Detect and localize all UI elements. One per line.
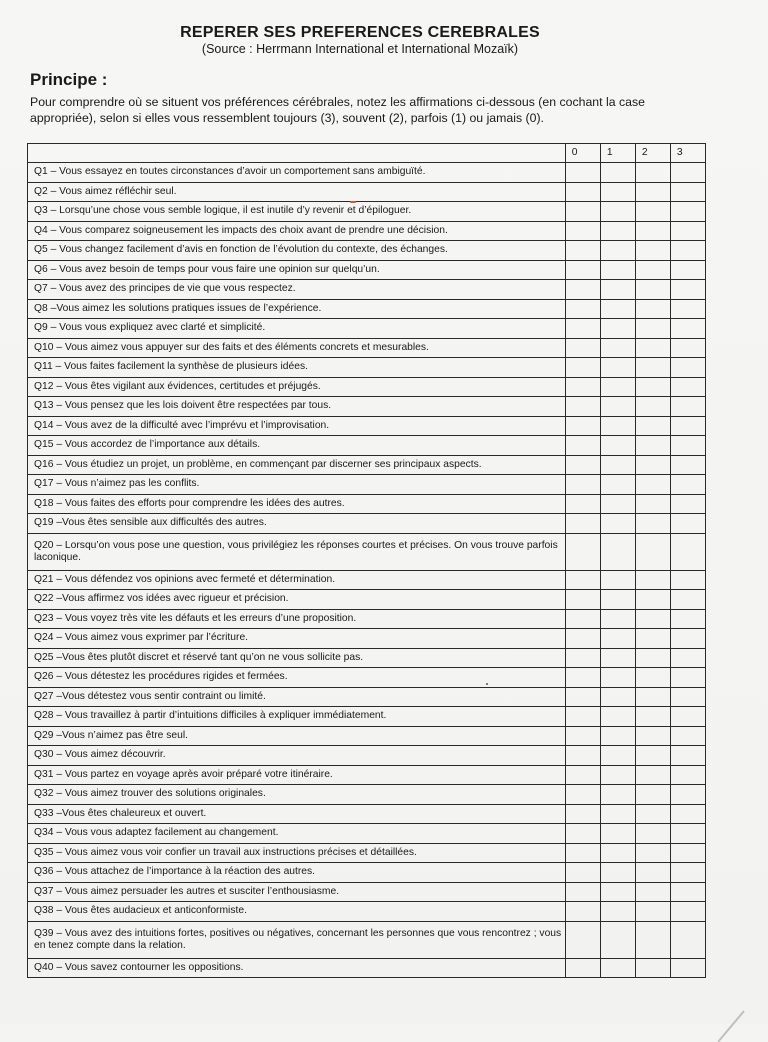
question-text: Q40 – Vous savez contourner les oppositions. <box>28 958 566 978</box>
score-checkbox-cell-0[interactable] <box>565 824 600 844</box>
question-text: Q16 – Vous étudiez un projet, un problème, en commençant par discerner ses principaux aspects. <box>28 455 566 475</box>
question-text: Q24 – Vous aimez vous exprimer par l’écriture. <box>28 629 566 649</box>
score-checkbox-cell-1[interactable] <box>600 824 635 844</box>
score-checkbox-cell-2[interactable] <box>635 824 670 844</box>
score-checkbox-cell-3[interactable] <box>670 163 705 183</box>
score-checkbox-cell-3[interactable] <box>670 668 705 688</box>
pen-mark <box>350 201 356 203</box>
score-checkbox-cell-1[interactable] <box>600 377 635 397</box>
score-checkbox-cell-2[interactable] <box>635 726 670 746</box>
score-checkbox-cell-0[interactable] <box>565 882 600 902</box>
score-checkbox-cell-2[interactable] <box>635 397 670 417</box>
table-row <box>28 863 706 883</box>
table-row <box>28 280 706 300</box>
question-text: Q6 – Vous avez besoin de temps pour vous faire une opinion sur quelqu’un. <box>28 260 566 280</box>
score-checkbox-cell-2[interactable] <box>635 377 670 397</box>
score-checkbox-cell-1[interactable] <box>600 182 635 202</box>
score-checkbox-cell-3[interactable] <box>670 882 705 902</box>
score-checkbox-cell-3[interactable] <box>670 475 705 495</box>
table-row <box>28 804 706 824</box>
table-header-row <box>28 144 706 163</box>
score-checkbox-cell-3[interactable] <box>670 221 705 241</box>
score-checkbox-cell-2[interactable] <box>635 299 670 319</box>
score-checkbox-cell-2[interactable] <box>635 475 670 495</box>
score-checkbox-cell-1[interactable] <box>600 260 635 280</box>
score-checkbox-cell-1[interactable] <box>600 397 635 417</box>
intro-paragraph: Pour comprendre où se situent vos préférences cérébrales, notez les affirmations ci-dessous (en cochant la case appropriée), selon si elles vous ressemblent toujours (3), souvent (2), parfois (1) ou jamais (0). <box>30 95 645 125</box>
score-checkbox-cell-3[interactable] <box>670 863 705 883</box>
score-checkbox-cell-3[interactable] <box>670 358 705 378</box>
table-row <box>28 882 706 902</box>
question-text: Q22 –Vous affirmez vos idées avec rigueur et précision. <box>28 590 566 610</box>
table-row <box>28 746 706 766</box>
score-checkbox-cell-0[interactable] <box>565 570 600 590</box>
score-checkbox-cell-2[interactable] <box>635 882 670 902</box>
table-row <box>28 921 706 958</box>
score-checkbox-cell-0[interactable] <box>565 182 600 202</box>
questions-body <box>28 163 706 978</box>
principe-heading: Principe : <box>30 70 108 89</box>
score-checkbox-cell-0[interactable] <box>565 163 600 183</box>
score-checkbox-cell-0[interactable] <box>565 299 600 319</box>
question-text: Q15 – Vous accordez de l’importance aux détails. <box>28 436 566 456</box>
score-checkbox-cell-2[interactable] <box>635 202 670 222</box>
score-checkbox-cell-1[interactable] <box>600 494 635 514</box>
score-checkbox-cell-0[interactable] <box>565 358 600 378</box>
score-checkbox-cell-1[interactable] <box>600 455 635 475</box>
score-checkbox-cell-1[interactable] <box>600 416 635 436</box>
table-row <box>28 455 706 475</box>
score-checkbox-cell-3[interactable] <box>670 377 705 397</box>
score-checkbox-cell-3[interactable] <box>670 726 705 746</box>
table-row <box>28 533 706 570</box>
header-empty-cell <box>28 144 566 163</box>
score-checkbox-cell-0[interactable] <box>565 260 600 280</box>
table-row <box>28 570 706 590</box>
table-row <box>28 707 706 727</box>
score-checkbox-cell-2[interactable] <box>635 804 670 824</box>
score-checkbox-cell-1[interactable] <box>600 707 635 727</box>
score-checkbox-cell-1[interactable] <box>600 202 635 222</box>
score-checkbox-cell-0[interactable] <box>565 765 600 785</box>
table-row <box>28 319 706 339</box>
score-checkbox-cell-1[interactable] <box>600 609 635 629</box>
score-checkbox-cell-0[interactable] <box>565 921 600 958</box>
score-checkbox-cell-2[interactable] <box>635 609 670 629</box>
question-text: Q14 – Vous avez de la difficulté avec l’imprévu et l’improvisation. <box>28 416 566 436</box>
score-checkbox-cell-2[interactable] <box>635 221 670 241</box>
score-checkbox-cell-1[interactable] <box>600 358 635 378</box>
question-text: Q21 – Vous défendez vos opinions avec fermeté et détermination. <box>28 570 566 590</box>
score-checkbox-cell-1[interactable] <box>600 648 635 668</box>
score-checkbox-cell-2[interactable] <box>635 241 670 261</box>
score-checkbox-cell-1[interactable] <box>600 319 635 339</box>
score-checkbox-cell-1[interactable] <box>600 280 635 300</box>
score-checkbox-cell-0[interactable] <box>565 609 600 629</box>
score-checkbox-cell-2[interactable] <box>635 958 670 978</box>
score-checkbox-cell-3[interactable] <box>670 260 705 280</box>
score-checkbox-cell-3[interactable] <box>670 921 705 958</box>
table-row <box>28 338 706 358</box>
score-checkbox-cell-2[interactable] <box>635 765 670 785</box>
table-row <box>28 902 706 922</box>
question-text: Q37 – Vous aimez persuader les autres et susciter l’enthousiasme. <box>28 882 566 902</box>
score-checkbox-cell-0[interactable] <box>565 241 600 261</box>
score-checkbox-cell-3[interactable] <box>670 648 705 668</box>
table-row <box>28 299 706 319</box>
table-row <box>28 648 706 668</box>
table-row <box>28 958 706 978</box>
table-row <box>28 260 706 280</box>
table-row <box>28 765 706 785</box>
score-checkbox-cell-3[interactable] <box>670 746 705 766</box>
question-text: Q34 – Vous vous adaptez facilement au changement. <box>28 824 566 844</box>
table-row <box>28 221 706 241</box>
score-checkbox-cell-2[interactable] <box>635 785 670 805</box>
score-checkbox-cell-3[interactable] <box>670 687 705 707</box>
score-checkbox-cell-1[interactable] <box>600 882 635 902</box>
question-text: Q25 –Vous êtes plutôt discret et réservé tant qu’on ne vous sollicite pas. <box>28 648 566 668</box>
score-checkbox-cell-2[interactable] <box>635 358 670 378</box>
table-row <box>28 202 706 222</box>
score-checkbox-cell-3[interactable] <box>670 436 705 456</box>
score-checkbox-cell-0[interactable] <box>565 668 600 688</box>
table-row <box>28 629 706 649</box>
score-checkbox-cell-3[interactable] <box>670 533 705 570</box>
question-text: Q18 – Vous faites des efforts pour comprendre les idées des autres. <box>28 494 566 514</box>
question-text: Q11 – Vous faites facilement la synthèse de plusieurs idées. <box>28 358 566 378</box>
score-checkbox-cell-1[interactable] <box>600 163 635 183</box>
score-checkbox-cell-0[interactable] <box>565 707 600 727</box>
question-text: Q38 – Vous êtes audacieux et anticonformiste. <box>28 902 566 922</box>
score-checkbox-cell-1[interactable] <box>600 726 635 746</box>
score-checkbox-cell-3[interactable] <box>670 182 705 202</box>
question-text: Q27 –Vous détestez vous sentir contraint ou limité. <box>28 687 566 707</box>
score-checkbox-cell-0[interactable] <box>565 533 600 570</box>
question-text: Q29 –Vous n’aimez pas être seul. <box>28 726 566 746</box>
score-checkbox-cell-1[interactable] <box>600 629 635 649</box>
score-checkbox-cell-1[interactable] <box>600 687 635 707</box>
question-text: Q4 – Vous comparez soigneusement les impacts des choix avant de prendre une décision. <box>28 221 566 241</box>
question-text: Q32 – Vous aimez trouver des solutions originales. <box>28 785 566 805</box>
score-checkbox-cell-3[interactable] <box>670 570 705 590</box>
score-checkbox-cell-3[interactable] <box>670 241 705 261</box>
score-checkbox-cell-2[interactable] <box>635 533 670 570</box>
score-header-3: 3 <box>670 144 705 163</box>
score-checkbox-cell-1[interactable] <box>600 765 635 785</box>
table-row <box>28 609 706 629</box>
score-checkbox-cell-0[interactable] <box>565 280 600 300</box>
table-row <box>28 241 706 261</box>
question-text: Q23 – Vous voyez très vite les défauts et les erreurs d’une proposition. <box>28 609 566 629</box>
score-checkbox-cell-2[interactable] <box>635 455 670 475</box>
score-checkbox-cell-0[interactable] <box>565 416 600 436</box>
score-checkbox-cell-1[interactable] <box>600 533 635 570</box>
score-checkbox-cell-2[interactable] <box>635 687 670 707</box>
score-checkbox-cell-1[interactable] <box>600 902 635 922</box>
score-checkbox-cell-0[interactable] <box>565 726 600 746</box>
table-row <box>28 475 706 495</box>
question-text: Q19 –Vous êtes sensible aux difficultés des autres. <box>28 514 566 534</box>
question-text: Q8 –Vous aimez les solutions pratiques issues de l’expérience. <box>28 299 566 319</box>
table-row <box>28 377 706 397</box>
score-checkbox-cell-0[interactable] <box>565 902 600 922</box>
score-header-2: 2 <box>635 144 670 163</box>
score-checkbox-cell-1[interactable] <box>600 299 635 319</box>
score-checkbox-cell-1[interactable] <box>600 221 635 241</box>
score-checkbox-cell-1[interactable] <box>600 590 635 610</box>
score-checkbox-cell-3[interactable] <box>670 455 705 475</box>
score-checkbox-cell-1[interactable] <box>600 514 635 534</box>
question-text: Q7 – Vous avez des principes de vie que vous respectez. <box>28 280 566 300</box>
score-checkbox-cell-2[interactable] <box>635 902 670 922</box>
question-text: Q5 – Vous changez facilement d’avis en fonction de l’évolution du contexte, des échanges. <box>28 241 566 261</box>
score-checkbox-cell-2[interactable] <box>635 182 670 202</box>
score-checkbox-cell-1[interactable] <box>600 785 635 805</box>
score-checkbox-cell-2[interactable] <box>635 319 670 339</box>
score-checkbox-cell-1[interactable] <box>600 338 635 358</box>
score-checkbox-cell-0[interactable] <box>565 958 600 978</box>
score-checkbox-cell-2[interactable] <box>635 746 670 766</box>
score-checkbox-cell-3[interactable] <box>670 609 705 629</box>
score-checkbox-cell-0[interactable] <box>565 397 600 417</box>
score-checkbox-cell-2[interactable] <box>635 921 670 958</box>
score-checkbox-cell-0[interactable] <box>565 648 600 668</box>
score-checkbox-cell-2[interactable] <box>635 280 670 300</box>
question-text: Q35 – Vous aimez vous voir confier un travail aux instructions précises et détaillées. <box>28 843 566 863</box>
score-checkbox-cell-0[interactable] <box>565 785 600 805</box>
score-checkbox-cell-2[interactable] <box>635 260 670 280</box>
question-text: Q39 – Vous avez des intuitions fortes, positives ou négatives, concernant les personnes que vous rencontrez ; vous en tenez compte dans la relation. <box>28 921 566 958</box>
score-checkbox-cell-1[interactable] <box>600 843 635 863</box>
score-checkbox-cell-3[interactable] <box>670 590 705 610</box>
question-text: Q36 – Vous attachez de l’importance à la réaction des autres. <box>28 863 566 883</box>
score-checkbox-cell-1[interactable] <box>600 570 635 590</box>
score-checkbox-cell-0[interactable] <box>565 202 600 222</box>
score-checkbox-cell-0[interactable] <box>565 514 600 534</box>
score-checkbox-cell-0[interactable] <box>565 319 600 339</box>
table-row <box>28 824 706 844</box>
question-text: Q13 – Vous pensez que les lois doivent être respectées par tous. <box>28 397 566 417</box>
score-checkbox-cell-0[interactable] <box>565 221 600 241</box>
question-text: Q3 – Lorsqu’une chose vous semble logique, il est inutile d’y revenir et d’épiloguer. <box>28 202 566 222</box>
score-checkbox-cell-1[interactable] <box>600 958 635 978</box>
score-checkbox-cell-2[interactable] <box>635 668 670 688</box>
score-header-1: 1 <box>600 144 635 163</box>
score-header-0: 0 <box>565 144 600 163</box>
score-checkbox-cell-1[interactable] <box>600 475 635 495</box>
score-checkbox-cell-2[interactable] <box>635 590 670 610</box>
score-checkbox-cell-0[interactable] <box>565 494 600 514</box>
score-checkbox-cell-3[interactable] <box>670 629 705 649</box>
score-checkbox-cell-3[interactable] <box>670 416 705 436</box>
score-checkbox-cell-2[interactable] <box>635 843 670 863</box>
table-row <box>28 416 706 436</box>
score-checkbox-cell-0[interactable] <box>565 436 600 456</box>
table-row <box>28 358 706 378</box>
question-text: Q17 – Vous n’aimez pas les conflits. <box>28 475 566 495</box>
pen-dot <box>486 683 488 685</box>
table-row <box>28 163 706 183</box>
question-text: Q20 – Lorsqu’on vous pose une question, vous privilégiez les réponses courtes et précises. On vous trouve parfois laconique. <box>28 533 566 570</box>
table-row <box>28 687 706 707</box>
score-checkbox-cell-3[interactable] <box>670 494 705 514</box>
score-checkbox-cell-1[interactable] <box>600 863 635 883</box>
score-checkbox-cell-1[interactable] <box>600 668 635 688</box>
score-checkbox-cell-3[interactable] <box>670 707 705 727</box>
table-row <box>28 668 706 688</box>
score-checkbox-cell-2[interactable] <box>635 163 670 183</box>
score-checkbox-cell-3[interactable] <box>670 804 705 824</box>
table-row <box>28 785 706 805</box>
score-checkbox-cell-0[interactable] <box>565 629 600 649</box>
question-text: Q31 – Vous partez en voyage après avoir préparé votre itinéraire. <box>28 765 566 785</box>
score-checkbox-cell-3[interactable] <box>670 958 705 978</box>
page-title: REPERER SES PREFERENCES CEREBRALES <box>180 24 540 41</box>
question-text: Q30 – Vous aimez découvrir. <box>28 746 566 766</box>
score-checkbox-cell-3[interactable] <box>670 824 705 844</box>
score-checkbox-cell-0[interactable] <box>565 863 600 883</box>
score-checkbox-cell-2[interactable] <box>635 863 670 883</box>
score-checkbox-cell-2[interactable] <box>635 648 670 668</box>
score-checkbox-cell-2[interactable] <box>635 707 670 727</box>
score-checkbox-cell-0[interactable] <box>565 746 600 766</box>
score-checkbox-cell-0[interactable] <box>565 455 600 475</box>
question-text: Q12 – Vous êtes vigilant aux évidences, certitudes et préjugés. <box>28 377 566 397</box>
score-checkbox-cell-3[interactable] <box>670 338 705 358</box>
score-checkbox-cell-3[interactable] <box>670 902 705 922</box>
score-checkbox-cell-3[interactable] <box>670 514 705 534</box>
score-checkbox-cell-3[interactable] <box>670 785 705 805</box>
score-checkbox-cell-3[interactable] <box>670 765 705 785</box>
score-checkbox-cell-1[interactable] <box>600 241 635 261</box>
score-checkbox-cell-1[interactable] <box>600 746 635 766</box>
score-checkbox-cell-1[interactable] <box>600 436 635 456</box>
score-checkbox-cell-3[interactable] <box>670 843 705 863</box>
score-checkbox-cell-2[interactable] <box>635 629 670 649</box>
score-checkbox-cell-3[interactable] <box>670 299 705 319</box>
score-checkbox-cell-2[interactable] <box>635 436 670 456</box>
question-text: Q1 – Vous essayez en toutes circonstances d’avoir un comportement sans ambiguïté. <box>28 163 566 183</box>
table-row <box>28 182 706 202</box>
page-subtitle: (Source : Herrmann International et International Mozaïk) <box>201 42 519 56</box>
score-checkbox-cell-1[interactable] <box>600 921 635 958</box>
score-checkbox-cell-0[interactable] <box>565 338 600 358</box>
score-checkbox-cell-0[interactable] <box>565 804 600 824</box>
score-checkbox-cell-0[interactable] <box>565 590 600 610</box>
table-row <box>28 843 706 863</box>
table-row <box>28 397 706 417</box>
question-text: Q9 – Vous vous expliquez avec clarté et simplicité. <box>28 319 566 339</box>
score-checkbox-cell-3[interactable] <box>670 280 705 300</box>
questionnaire-table <box>27 143 706 978</box>
score-checkbox-cell-3[interactable] <box>670 202 705 222</box>
paper-edge-line <box>718 1010 745 1042</box>
score-checkbox-cell-3[interactable] <box>670 319 705 339</box>
score-checkbox-cell-0[interactable] <box>565 377 600 397</box>
score-checkbox-cell-0[interactable] <box>565 687 600 707</box>
question-text: Q26 – Vous détestez les procédures rigides et fermées. <box>28 668 566 688</box>
question-text: Q28 – Vous travaillez à partir d’intuitions difficiles à expliquer immédiatement. <box>28 707 566 727</box>
score-checkbox-cell-1[interactable] <box>600 804 635 824</box>
table-row <box>28 436 706 456</box>
score-checkbox-cell-2[interactable] <box>635 570 670 590</box>
score-checkbox-cell-3[interactable] <box>670 397 705 417</box>
score-checkbox-cell-0[interactable] <box>565 475 600 495</box>
table-row <box>28 590 706 610</box>
table-row <box>28 726 706 746</box>
table-row <box>28 494 706 514</box>
table-row <box>28 514 706 534</box>
score-checkbox-cell-2[interactable] <box>635 338 670 358</box>
question-text: Q33 –Vous êtes chaleureux et ouvert. <box>28 804 566 824</box>
question-text: Q10 – Vous aimez vous appuyer sur des faits et des éléments concrets et mesurables. <box>28 338 566 358</box>
score-checkbox-cell-2[interactable] <box>635 416 670 436</box>
score-checkbox-cell-2[interactable] <box>635 494 670 514</box>
score-checkbox-cell-0[interactable] <box>565 843 600 863</box>
score-checkbox-cell-2[interactable] <box>635 514 670 534</box>
question-text: Q2 – Vous aimez réfléchir seul. <box>28 182 566 202</box>
